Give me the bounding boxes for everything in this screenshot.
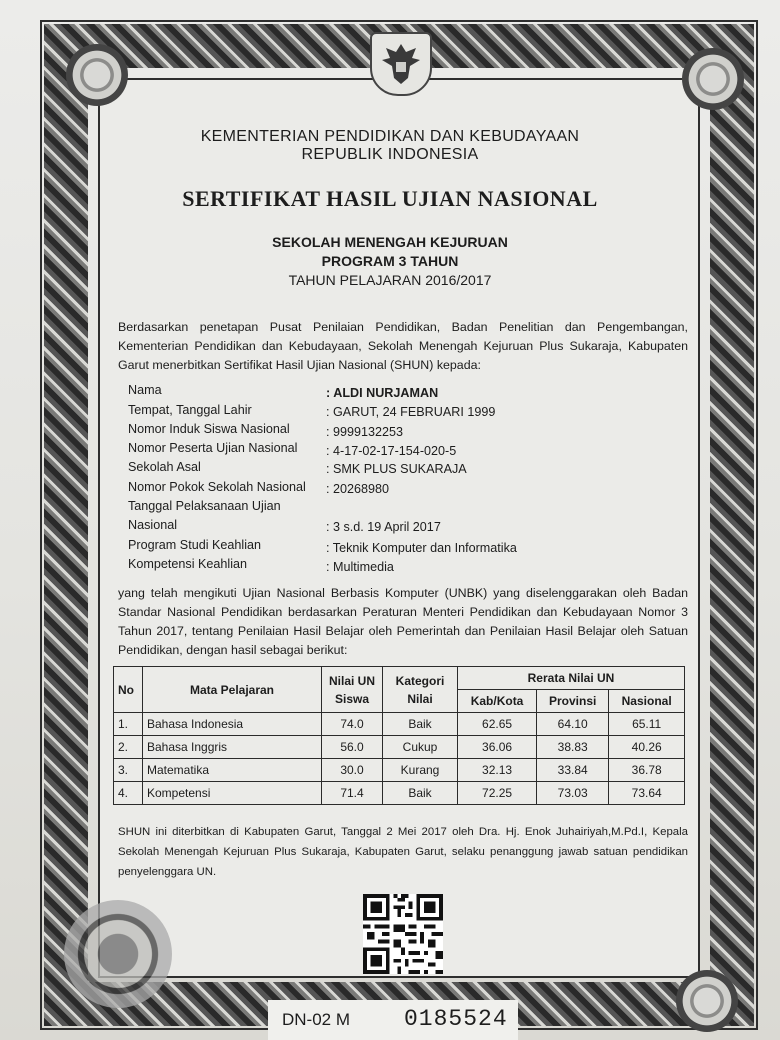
field-label: Nomor Peserta Ujian Nasional (128, 441, 298, 455)
corner-ornament-icon (682, 48, 744, 110)
row-score: 56.0 (322, 736, 383, 759)
field-label: Nama (128, 383, 162, 397)
field-value: : 4-17-02-17-154-020-5 (326, 444, 457, 458)
field-value: : SMK PLUS SUKARAJA (326, 462, 467, 476)
row-category: Baik (383, 713, 458, 736)
field-label: Sekolah Asal (128, 460, 201, 474)
issuance-statement: SHUN ini diterbitkan di Kabupaten Garut, Tanggal 2 Mei 2017 oleh Dra. Hj. Enok Juhairiyah,M.Pd.I, Kepala Sekolah Menengah Kejuruan Plus Sukaraja, Kabupaten Garut, selaku penanggung jawab satuan pendidikan penyelenggara UN. (118, 826, 688, 878)
table-row (114, 713, 685, 736)
academic-year: TAHUN PELAJARAN 2016/2017 (288, 272, 492, 288)
row-category: Cukup (383, 736, 458, 759)
qr-code-icon (363, 894, 443, 974)
field-label: Tanggal Pelaksanaan Ujian (128, 499, 281, 513)
row-province: 64.10 (537, 713, 609, 736)
field-value: : Teknik Komputer dan Informatika (326, 541, 517, 555)
row-district: 72.25 (458, 782, 537, 805)
row-score: 30.0 (322, 759, 383, 782)
row-province: 73.03 (537, 782, 609, 805)
garuda-emblem-icon (370, 32, 432, 96)
corner-ornament-icon (66, 44, 128, 106)
program-duration: PROGRAM 3 TAHUN (321, 253, 459, 269)
field-value: : Multimedia (326, 560, 394, 574)
category-header-line2: Nilai (407, 691, 433, 706)
row-district: 62.65 (458, 713, 537, 736)
school-seal-icon (64, 900, 172, 1008)
grades-table (113, 666, 685, 805)
ministry-name: KEMENTERIAN PENDIDIKAN DAN KEBUDAYAAN (200, 128, 580, 145)
field-value: : ALDI NURJAMAN (326, 386, 439, 400)
field-value: : 9999132253 (326, 425, 404, 439)
col-district: Kab/Kota (458, 690, 537, 713)
row-category: Baik (383, 782, 458, 805)
col-province: Provinsi (537, 690, 609, 713)
table-row (114, 759, 685, 782)
row-national: 36.78 (609, 759, 685, 782)
row-subject: Bahasa Indonesia (143, 713, 322, 736)
intro-paragraph: Berdasarkan penetapan Pusat Penilaian Pendidikan, Badan Penelitian dan Pengembangan, Kementerian Pendidikan dan Kebudayaan, Sekolah Menengah Kejuruan Plus Sukaraja, Kabupaten Garut menerbitkan Sertifikat Hasil Ujian Nasional (SHUN) kepada: (118, 320, 688, 372)
row-no: 2. (114, 736, 143, 759)
row-district: 36.06 (458, 736, 537, 759)
score-header-line1: Nilai UN (328, 673, 375, 688)
row-subject: Matematika (143, 759, 322, 782)
col-no: No (114, 667, 143, 713)
school-level: SEKOLAH MENENGAH KEJURUAN (272, 234, 508, 250)
score-header-line2: Siswa (334, 691, 370, 706)
table-row (114, 736, 685, 759)
row-no: 3. (114, 759, 143, 782)
col-category (383, 667, 458, 713)
row-category: Kurang (383, 759, 458, 782)
row-score: 74.0 (322, 713, 383, 736)
col-subject: Mata Pelajaran (143, 667, 322, 713)
field-value: : GARUT, 24 FEBRUARI 1999 (326, 405, 496, 419)
col-score (322, 667, 383, 713)
field-label: Nomor Pokok Sekolah Nasional (128, 480, 306, 494)
row-province: 38.83 (537, 736, 609, 759)
row-no: 4. (114, 782, 143, 805)
row-score: 71.4 (322, 782, 383, 805)
field-label: Nomor Induk Siswa Nasional (128, 422, 290, 436)
row-province: 33.84 (537, 759, 609, 782)
certificate-title: SERTIFIKAT HASIL UJIAN NASIONAL (182, 186, 598, 211)
row-national: 73.64 (609, 782, 685, 805)
field-label: Nasional (128, 518, 178, 532)
corner-ornament-icon (676, 970, 738, 1032)
exam-statement: yang telah mengikuti Ujian Nasional Berbasis Komputer (UNBK) yang diselenggarakan oleh Badan Standar Nasional Pendidikan berdasarkan Peraturan Menteri Pendidikan dan Kebudayaan Nomor 3 Tahun 2017, tentang Penilaian Hasil Belajar oleh Pemerintah dan Penilaian Hasil Belajar oleh Satuan Pendidikan, dengan hasil sebagai berikut: (118, 586, 688, 657)
row-no: 1. (114, 713, 143, 736)
table-row (114, 782, 685, 805)
field-value: : 3 s.d. 19 April 2017 (326, 520, 441, 534)
country-name: REPUBLIK INDONESIA (301, 146, 479, 163)
field-value: : 20268980 (326, 482, 390, 496)
field-label: Tempat, Tanggal Lahir (128, 403, 252, 417)
serial-number: 0185524 (404, 1006, 508, 1032)
row-district: 32.13 (458, 759, 537, 782)
col-national: Nasional (609, 690, 685, 713)
row-national: 65.11 (609, 713, 685, 736)
category-header-line1: Kategori (395, 673, 445, 688)
form-code: DN-02 M (282, 1010, 351, 1029)
col-average: Rerata Nilai UN (458, 667, 685, 690)
row-national: 40.26 (609, 736, 685, 759)
row-subject: Kompetensi (143, 782, 322, 805)
field-label: Program Studi Keahlian (128, 538, 262, 552)
field-label: Kompetensi Keahlian (128, 557, 248, 571)
row-subject: Bahasa Inggris (143, 736, 322, 759)
